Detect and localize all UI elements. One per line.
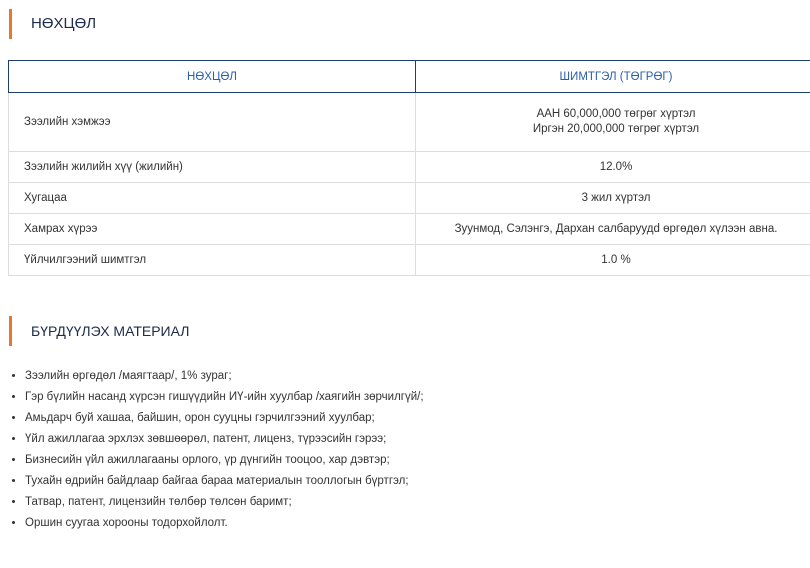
list-item: • Татвар, патент, лицензийн төлбөр төлсөн баримт; (25, 492, 424, 513)
table-row (9, 183, 810, 214)
row-value: Зуунмод, Сэлэнгэ, Дархан салбаруудd өргөдөл хүлээн авна. (416, 214, 810, 245)
table-header-row (9, 61, 810, 93)
list-item: • Тухайн өдрийн байдлаар байгаа бараа материалын тооллогын бүртгэл; (25, 471, 424, 492)
row-label: Үйлчилгээний шимтгэл (9, 245, 416, 276)
column-header-condition: НӨХЦӨЛ (9, 61, 416, 93)
conditions-table (8, 60, 810, 276)
row-value-line: Иргэн 20,000,000 төгрөг хүртэл (532, 123, 700, 135)
row-value: 1.0 % (416, 245, 810, 276)
list-item: • Үйл ажиллагаа эрхлэх зөвшөөрөл, патент, лиценз, түрээсийн гэрээ; (25, 429, 424, 450)
section-title-conditions: НӨХЦӨЛ (9, 9, 96, 39)
required-documents-list (8, 366, 424, 534)
row-label: Зээлийн жилийн хүү (жилийн) (9, 152, 416, 183)
table-row (9, 245, 810, 276)
table-row (9, 152, 810, 183)
list-item: • Зээлийн өргөдөл /маягтаар/, 1% зураг; (25, 366, 424, 387)
column-header-fee: ШИМТГЭЛ (ТӨГРӨГ) (416, 61, 810, 93)
list-item: • Гэр бүлийн насанд хүрсэн гишүүдийн ИҮ-ийн хуулбар /хаягийн зөрчилгүй/; (25, 387, 424, 408)
row-value-line: ААН 60,000,000 төгрөг хүртэл (536, 108, 696, 120)
row-label: Хамрах хүрээ (9, 214, 416, 245)
row-label: Хугацаа (9, 183, 416, 214)
row-label: Зээлийн хэмжээ (9, 93, 416, 152)
table-row (9, 93, 810, 152)
list-item: • Бизнесийн үйл ажиллагааны орлого, үр дүнгийн тооцоо, хар дэвтэр; (25, 450, 424, 471)
row-value: 3 жил хүртэл (416, 183, 810, 214)
list-item: • Амьдарч буй хашаа, байшин, орон сууцны гэрчилгээний хуулбар; (25, 408, 424, 429)
row-value (416, 93, 810, 152)
table-row (9, 214, 810, 245)
list-item: • Оршин суугаа хорооны тодорхойлолт. (25, 513, 424, 534)
row-value: 12.0% (416, 152, 810, 183)
section-title-required-documents: БҮРДҮҮЛЭХ МАТЕРИАЛ (9, 316, 189, 346)
